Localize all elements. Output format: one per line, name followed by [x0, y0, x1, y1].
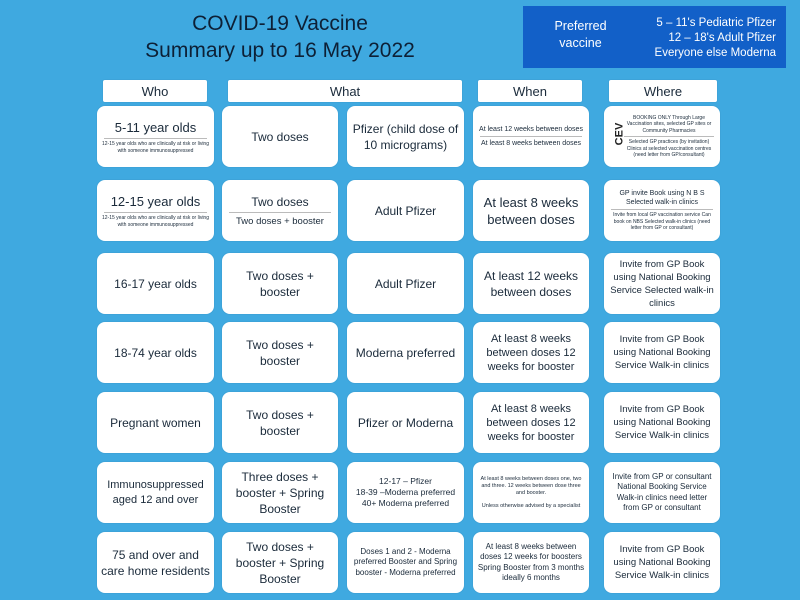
- where-cell: Invite from GP Book using National Booking Service Walk-in clinics: [604, 392, 720, 453]
- header-when: When: [478, 80, 582, 102]
- where-text: Invite from local GP vaccination service Can book on NBS Selected walk-in clinics (need letter from GP or consultant): [613, 212, 711, 232]
- title-line-2: Summary up to 16 May 2022: [145, 39, 415, 62]
- divider: [229, 212, 332, 213]
- where-text: GP invite Book using N B S Selected walk-in clinics: [619, 190, 705, 207]
- vaccine-line: 18-39 –Moderna preferred: [355, 487, 456, 497]
- who-note: 12-15 year olds who are clinically at risk or living with someone immunosuppressed: [102, 141, 209, 154]
- divider: [104, 138, 208, 139]
- vaccine-line: 12-17 – Pfizer: [379, 476, 432, 486]
- preferred-vaccine-box: [523, 6, 786, 68]
- doses-cell: Two doses + booster: [222, 253, 338, 314]
- vaccine-cell: Pfizer or Moderna: [347, 392, 464, 453]
- where-cell: Invite from GP Book using National Booking Service Walk-in clinics: [604, 322, 720, 383]
- divider: [104, 212, 208, 213]
- where-text: Selected GP practices (by invitation) Clinics at selected vaccination centres (need letter from GP/consultant): [626, 139, 712, 158]
- who-label: 12-15 year olds: [110, 194, 201, 209]
- where-cell: [604, 106, 720, 167]
- divider: [624, 136, 713, 137]
- doses-cell: Two doses + booster: [222, 392, 338, 453]
- doses-cell: Three doses + booster + Spring Booster: [222, 462, 338, 523]
- when-cell: At least 8 weeks between doses: [473, 180, 589, 241]
- cev-label: CEV: [613, 122, 626, 146]
- doses-cell: Two doses + booster: [222, 322, 338, 383]
- vaccine-cell: [347, 462, 464, 523]
- preferred-item: 5 – 11's Pediatric Pfizer: [656, 17, 776, 29]
- who-cell: Pregnant women: [97, 392, 214, 453]
- vaccine-cell: Pfizer (child dose of 10 micrograms): [347, 106, 464, 167]
- when-cell: At least 8 weeks between doses 12 weeks for booster: [473, 322, 589, 383]
- preferred-label: Preferred vaccine: [554, 19, 607, 50]
- where-cell: Invite from GP Book using National Booking Service Selected walk-in clinics: [604, 253, 720, 314]
- preferred-list: [655, 16, 776, 61]
- header-what: What: [228, 80, 462, 102]
- vaccine-cell: Moderna preferred: [347, 322, 464, 383]
- when-text: Unless otherwise advised by a specialist: [481, 502, 581, 509]
- doses-cell: Two doses: [222, 106, 338, 167]
- who-cell: [97, 106, 214, 167]
- when-text: At least 8 weeks between doses one, two and three. 12 weeks between dose three and booster.: [480, 475, 582, 496]
- header-where: Where: [609, 80, 717, 102]
- doses-cell: [222, 180, 338, 241]
- doses-text: Two doses: [251, 194, 309, 209]
- when-cell: At least 8 weeks between doses 12 weeks for booster: [473, 392, 589, 453]
- who-cell: 16-17 year olds: [97, 253, 214, 314]
- preferred-item: Everyone else Moderna: [654, 47, 776, 59]
- divider: [480, 136, 583, 137]
- divider: [611, 209, 714, 210]
- title-line-1: COVID-19 Vaccine: [192, 12, 368, 35]
- preferred-item: 12 – 18's Adult Pfizer: [668, 32, 776, 44]
- vaccine-cell: Adult Pfizer: [347, 253, 464, 314]
- vaccine-line: 40+ Moderna preferred: [361, 498, 450, 508]
- when-cell: [473, 462, 589, 523]
- when-cell: At least 8 weeks between doses 12 weeks for boosters Spring Booster from 3 months ideally 6 months: [473, 532, 589, 593]
- where-cell: Invite from GP or consultant National Booking Service Walk-in clinics need letter from GP or consultant: [604, 462, 720, 523]
- vaccine-cell: Adult Pfizer: [347, 180, 464, 241]
- when-text: At least 8 weeks between doses: [480, 140, 581, 147]
- when-cell: At least 12 weeks between doses: [473, 253, 589, 314]
- doses-text: Two doses + booster: [236, 215, 324, 227]
- where-cell: Invite from GP Book using National Booking Service Walk-in clinics: [604, 532, 720, 593]
- header-who: Who: [103, 80, 207, 102]
- who-label: 5-11 year olds: [114, 120, 197, 135]
- when-cell: [473, 106, 589, 167]
- doses-cell: Two doses + booster + Spring Booster: [222, 532, 338, 593]
- who-cell: Immunosuppressed aged 12 and over: [97, 462, 214, 523]
- when-text: At least 12 weeks between doses: [479, 126, 583, 133]
- vaccine-cell: Doses 1 and 2 - Moderna preferred Booster and Spring booster - Moderna preferred: [347, 532, 464, 593]
- who-cell: 75 and over and care home residents: [97, 532, 214, 593]
- where-text: BOOKING ONLY Through Large Vaccination sites, selected GP sites or Community Pharmacies: [626, 114, 712, 134]
- page-title: [120, 10, 440, 64]
- who-note: 12-15 year olds who are clinically at risk or living with someone immunosuppressed: [102, 215, 209, 228]
- who-cell: 18-74 year olds: [97, 322, 214, 383]
- who-cell: [97, 180, 214, 241]
- where-cell: [604, 180, 720, 241]
